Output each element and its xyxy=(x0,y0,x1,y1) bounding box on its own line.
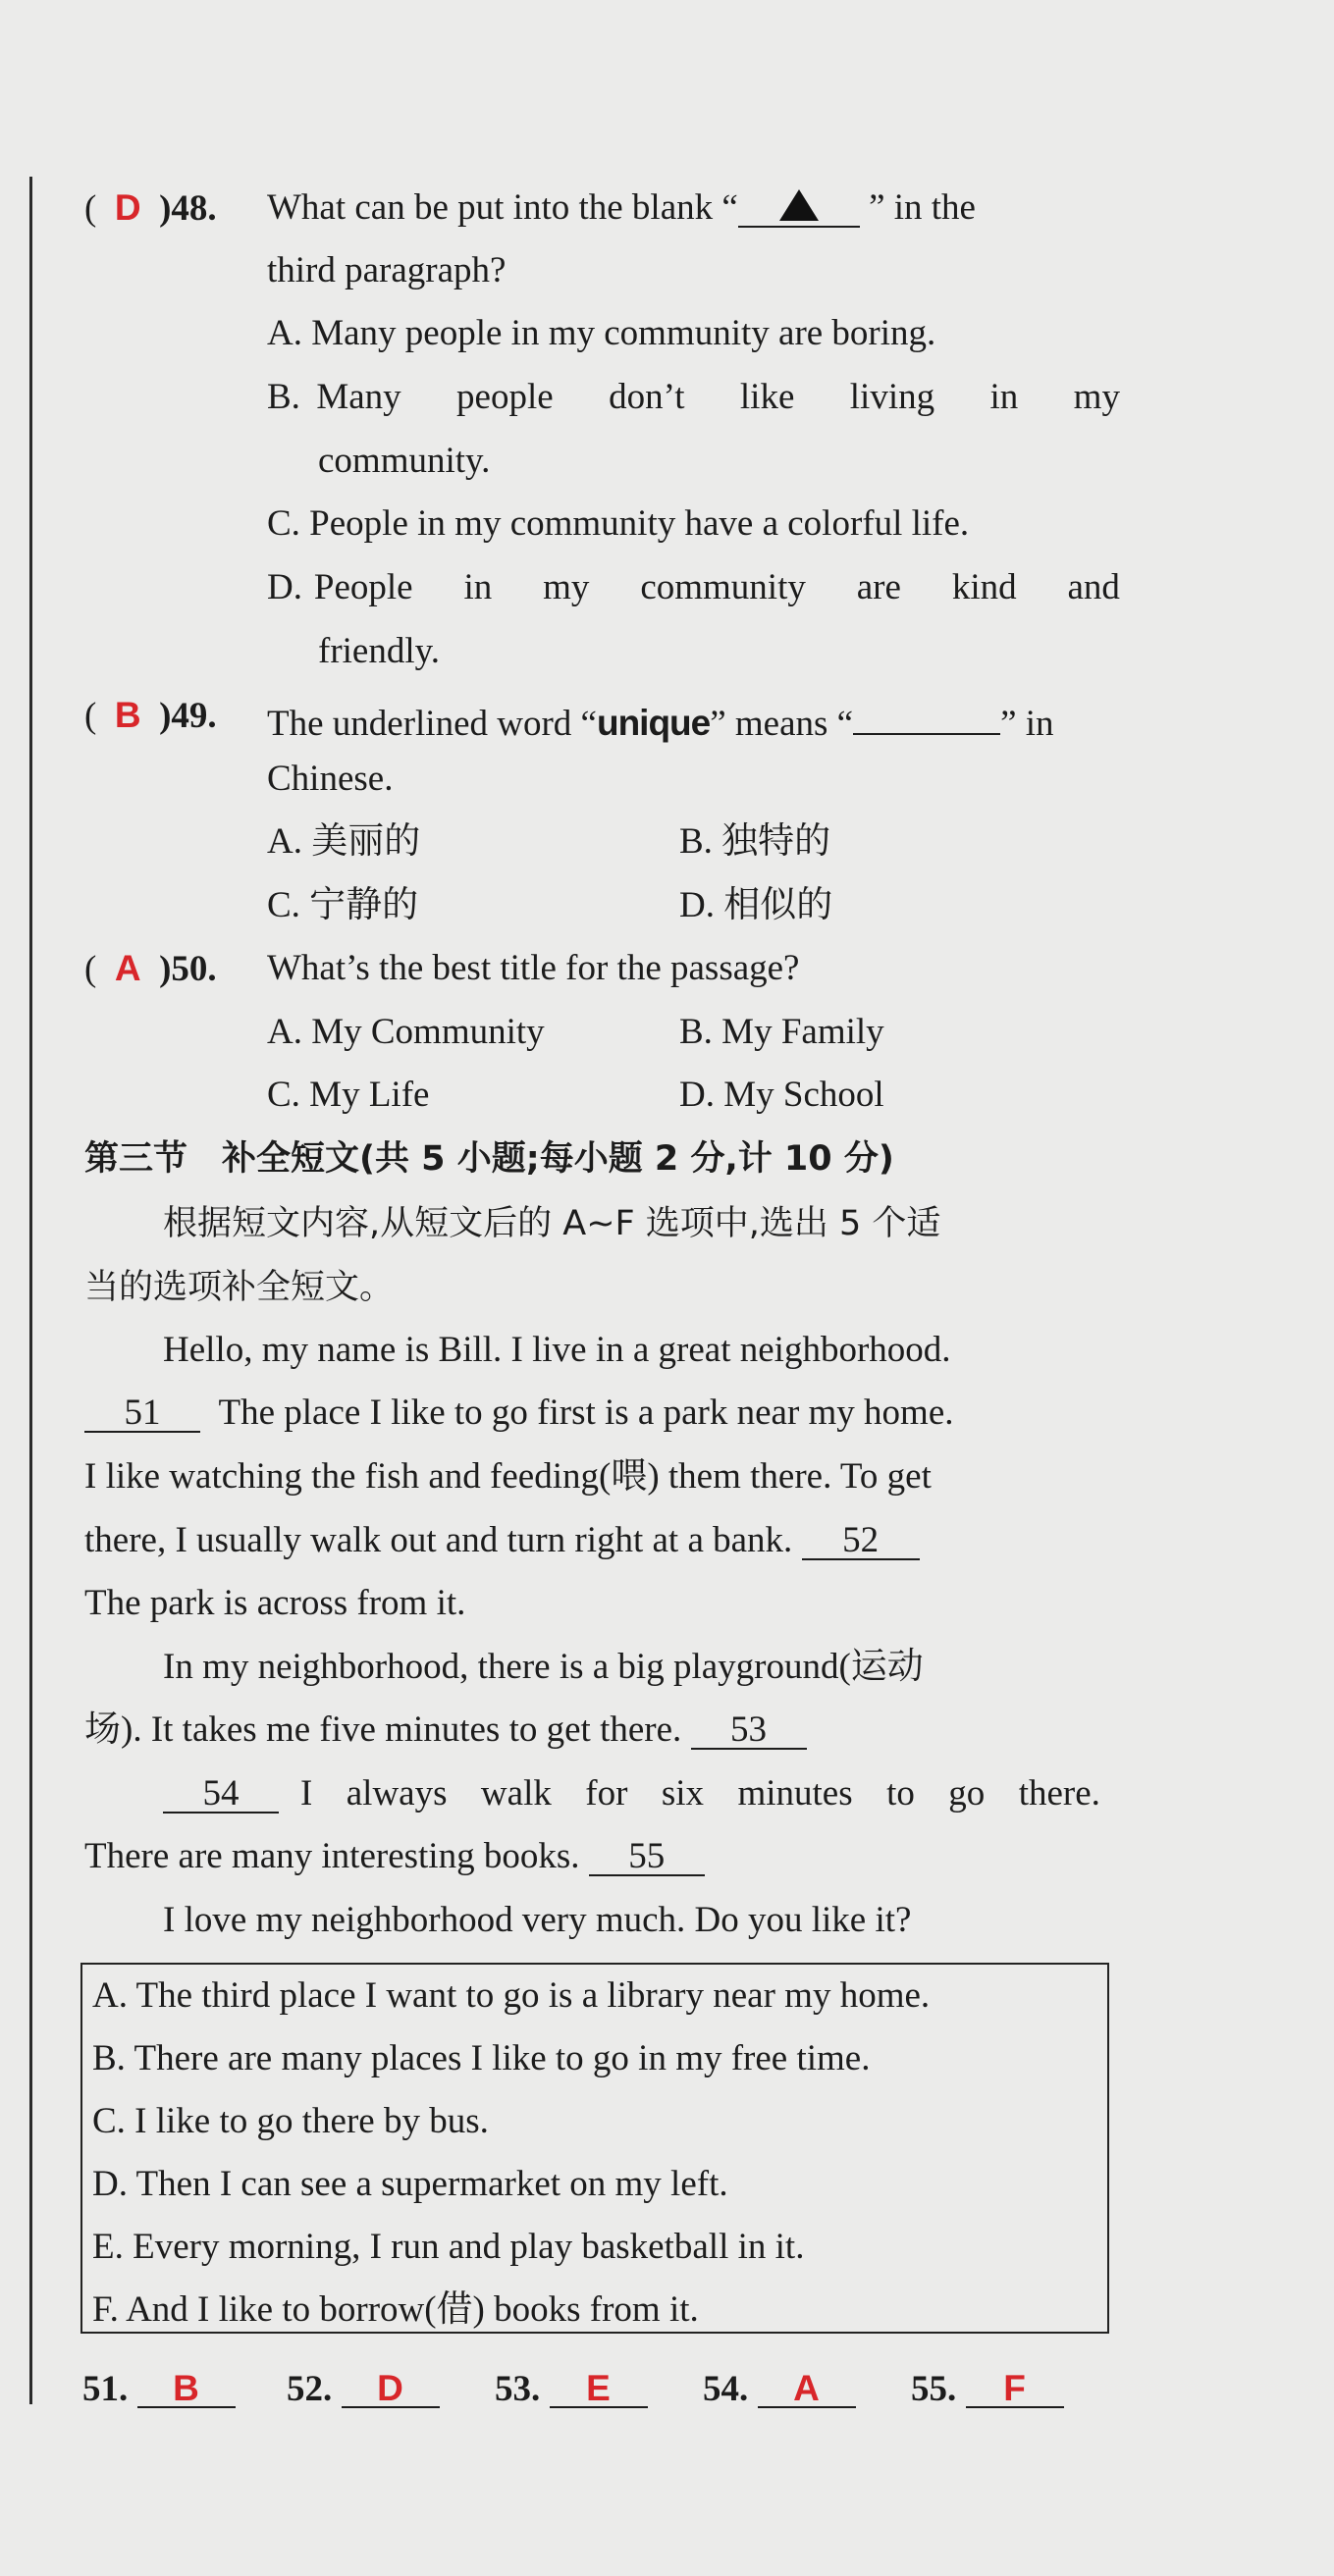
passage-p1-line-3: I like watching the fish and feeding(喂) them there. To get xyxy=(84,1456,932,1497)
word: minutes xyxy=(737,1773,853,1814)
q48-option-b-line-2: community. xyxy=(318,441,491,481)
q49-option-c-text: C. 宁静的 xyxy=(267,885,419,925)
q49-stem-end: ” in xyxy=(1000,704,1054,744)
passage-p3-line-2 xyxy=(84,1835,705,1878)
word: kind xyxy=(951,567,1017,607)
word: there. xyxy=(1018,1773,1100,1814)
q48-option-d-line-1 xyxy=(267,566,1120,609)
option-f: F. And I like to borrow(借) books from it. xyxy=(92,2289,699,2330)
answer-54-value: A xyxy=(758,2367,856,2408)
q48-option-a: A. Many people in my community are boring. xyxy=(267,313,936,353)
q48-blank xyxy=(738,189,860,228)
word: my xyxy=(543,567,590,607)
q50-option-b: B. My Family xyxy=(679,1012,884,1052)
option-b: B. There are many places I like to go in my free time. xyxy=(92,2038,871,2078)
word: don’t xyxy=(609,377,685,417)
q49-line-1 xyxy=(84,694,217,738)
word: like xyxy=(739,377,795,417)
q49-number: )49. xyxy=(159,696,217,736)
passage-p3-line-1 xyxy=(163,1772,279,1815)
q50-line-1 xyxy=(84,947,217,991)
q48-number: )48. xyxy=(159,188,217,229)
answer-51-value: B xyxy=(137,2367,236,2408)
margin-rule xyxy=(29,177,32,2404)
option-a: A. The third place I want to go is a library near my home. xyxy=(92,1975,931,2016)
section-3-instruction-1: 根据短文内容,从短文后的 A~F 选项中,选出 5 个适 xyxy=(163,1204,941,1243)
q48-option-c: C. People in my community have a colorful life. xyxy=(267,503,970,544)
answer-52 xyxy=(287,2367,440,2411)
q50-stem: What’s the best title for the passage? xyxy=(267,948,800,988)
q49-option-d xyxy=(679,884,832,927)
q49-blank xyxy=(853,694,1000,735)
word: People xyxy=(313,567,413,607)
option-e: E. Every morning, I run and play basketball in it. xyxy=(92,2227,805,2267)
word: to xyxy=(886,1773,915,1814)
word: living xyxy=(849,377,935,417)
q48-line-1 xyxy=(84,186,217,231)
word: people xyxy=(456,377,554,417)
word: I xyxy=(300,1773,313,1814)
answer-51-number: 51. xyxy=(82,2369,129,2409)
q49-stem-2: Chinese. xyxy=(267,759,394,799)
passage-p1-line-2-text: The place I like to go first is a park near my home. xyxy=(218,1393,954,1433)
blank-54: 54 xyxy=(163,1772,279,1814)
answer-54-number: 54. xyxy=(703,2369,749,2409)
q49-option-a-text: A. 美丽的 xyxy=(267,821,421,862)
option-d: D. Then I can see a supermarket on my left. xyxy=(92,2164,728,2204)
word: B. xyxy=(267,377,300,417)
q49-underlined-word: unique xyxy=(596,703,711,743)
q50-open-paren: ( xyxy=(84,949,97,989)
q49-stem-1 xyxy=(267,694,1054,746)
passage-p2-line-1: In my neighborhood, there is a big playground(运动 xyxy=(163,1647,924,1687)
passage-p1-line-1: Hello, my name is Bill. I live in a great neighborhood. xyxy=(163,1330,951,1370)
word: Many xyxy=(316,377,401,417)
q48-stem-end: ” in the xyxy=(869,187,976,228)
answer-53 xyxy=(495,2367,648,2411)
q49-option-d-text: D. 相似的 xyxy=(679,885,833,925)
passage-p1-line-2 xyxy=(84,1392,954,1435)
word: and xyxy=(1067,567,1120,607)
q48-option-b-line-1 xyxy=(267,376,1120,419)
passage-p1-line-4 xyxy=(84,1519,920,1562)
passage-p1-line-5: The park is across from it. xyxy=(84,1583,466,1623)
passage-p3-line-1-text xyxy=(300,1772,1100,1815)
triangle-icon xyxy=(779,189,819,221)
word: are xyxy=(856,567,901,607)
q49-open-paren: ( xyxy=(84,696,97,736)
word: my xyxy=(1073,377,1120,417)
word: walk xyxy=(480,1773,552,1814)
q48-stem-1 xyxy=(267,186,976,230)
q50-option-a: A. My Community xyxy=(267,1012,545,1052)
q49-option-c xyxy=(267,884,418,927)
blank-51: 51 xyxy=(84,1392,200,1433)
answer-55-value: F xyxy=(966,2367,1064,2408)
q48-stem-text: What can be put into the blank “ xyxy=(267,187,738,228)
q49-stem-mid: ” means “ xyxy=(710,704,854,744)
section-3-instruction-2: 当的选项补全短文。 xyxy=(84,1268,395,1307)
q49-option-b-text: B. 独特的 xyxy=(679,821,831,862)
q48-answer: D xyxy=(114,187,141,228)
q50-option-d: D. My School xyxy=(679,1075,884,1115)
answer-53-value: E xyxy=(550,2367,648,2408)
passage-p4-line-1: I love my neighborhood very much. Do you like it? xyxy=(163,1900,912,1940)
answer-54 xyxy=(703,2367,856,2411)
word: in xyxy=(463,567,493,607)
word: go xyxy=(948,1773,986,1814)
blank-52: 52 xyxy=(802,1519,920,1560)
q49-answer: B xyxy=(114,695,141,735)
option-c: C. I like to go there by bus. xyxy=(92,2101,489,2141)
q48-stem-2: third paragraph? xyxy=(267,250,507,290)
q49-option-b xyxy=(679,820,830,864)
word: six xyxy=(661,1773,705,1814)
word: for xyxy=(585,1773,628,1814)
answer-53-number: 53. xyxy=(495,2369,541,2409)
answer-55 xyxy=(911,2367,1064,2411)
passage-p2-line-2 xyxy=(84,1709,807,1752)
answer-52-number: 52. xyxy=(287,2369,333,2409)
q50-number: )50. xyxy=(159,949,217,989)
q48-option-d-line-2: friendly. xyxy=(318,631,440,671)
passage-p1-line-4-text: there, I usually walk out and turn right at a bank. xyxy=(84,1520,793,1560)
q50-answer: A xyxy=(114,948,141,988)
passage-p3-line-2-text: There are many interesting books. xyxy=(84,1836,580,1876)
word: community xyxy=(640,567,806,607)
word: in xyxy=(989,377,1019,417)
blank-53: 53 xyxy=(691,1709,807,1750)
passage-p2-line-2-text: 场). It takes me five minutes to get there. xyxy=(84,1709,682,1750)
word: D. xyxy=(267,567,302,607)
q50-option-c: C. My Life xyxy=(267,1075,430,1115)
options-box xyxy=(80,1963,1109,2334)
word: always xyxy=(346,1773,448,1814)
section-3-title: 第三节 补全短文(共 5 小题;每小题 2 分,计 10 分) xyxy=(84,1139,894,1179)
answer-55-number: 55. xyxy=(911,2369,957,2409)
answer-52-value: D xyxy=(342,2367,440,2408)
q48-open-paren: ( xyxy=(84,188,97,229)
answer-51 xyxy=(82,2367,236,2411)
q49-stem-text: The underlined word “ xyxy=(267,704,597,744)
q49-option-a xyxy=(267,820,420,864)
blank-55: 55 xyxy=(589,1835,705,1876)
